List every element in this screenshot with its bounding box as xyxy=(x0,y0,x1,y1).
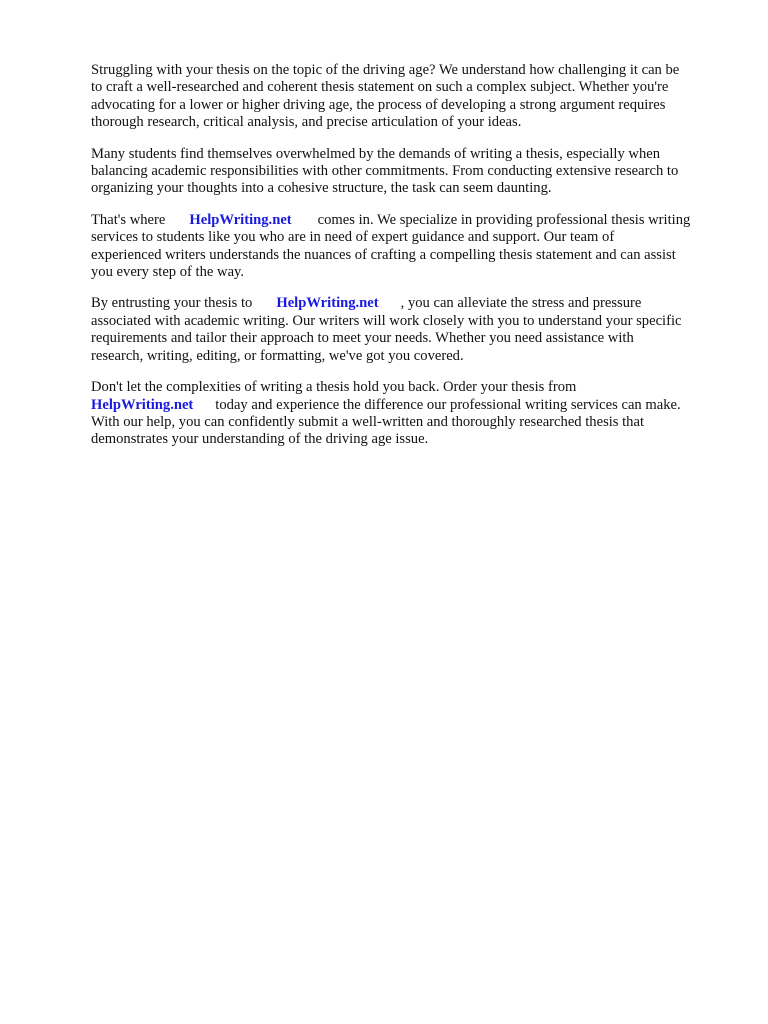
helpwriting-link[interactable]: HelpWriting.net xyxy=(91,396,194,413)
paragraph-text: Don't let the complexities of writing a thesis hold you back. Order your thesis from xyxy=(91,379,577,396)
paragraph-text: today and experience the difference our professional writing services can make. With our help, you can confidently submit a well-written and thoroughly researched thesis that demonstrates your understanding of the driving age issue. xyxy=(91,396,681,448)
paragraph-text: That's where xyxy=(91,211,166,228)
helpwriting-link[interactable]: HelpWriting.net xyxy=(276,295,379,312)
document-page xyxy=(91,62,731,463)
paragraph-text: By entrusting your thesis to xyxy=(91,295,253,312)
paragraph-order xyxy=(91,379,731,449)
paragraph-overwhelmed: Many students find themselves overwhelmed by the demands of writing a thesis, especially when balancing academic responsibilities with other commitments. From conducting extensive research to organizing your thoughts into a cohesive structure, the task can seem daunting. xyxy=(91,145,679,197)
paragraph-thats-where xyxy=(91,212,731,282)
paragraph-entrusting xyxy=(91,295,731,365)
paragraph-text: comes in. We specialize in providing professional thesis writing services to students like you who are in need of expert guidance and support. Our team of experienced writers understands the nuances of crafting a compelling thesis statement and can assist you every step of the way. xyxy=(91,211,691,281)
paragraph-intro: Struggling with your thesis on the topic of the driving age? We understand how challenging it can be to craft a well-researched and coherent thesis statement on such a complex subject. Whether you're advocating for a lower or higher driving age, the process of developing a strong argument requires thorough research, critical analysis, and precise articulation of your ideas. xyxy=(91,62,680,131)
paragraph-text: , you can alleviate the stress and pressure associated with academic writing. Our writers will work closely with you to understand your specific requirements and tailor their approach to meet your needs. Whether you need assistance with research, writing, editing, or formatting, we've got you covered. xyxy=(91,295,682,364)
helpwriting-link[interactable]: HelpWriting.net xyxy=(189,211,292,228)
